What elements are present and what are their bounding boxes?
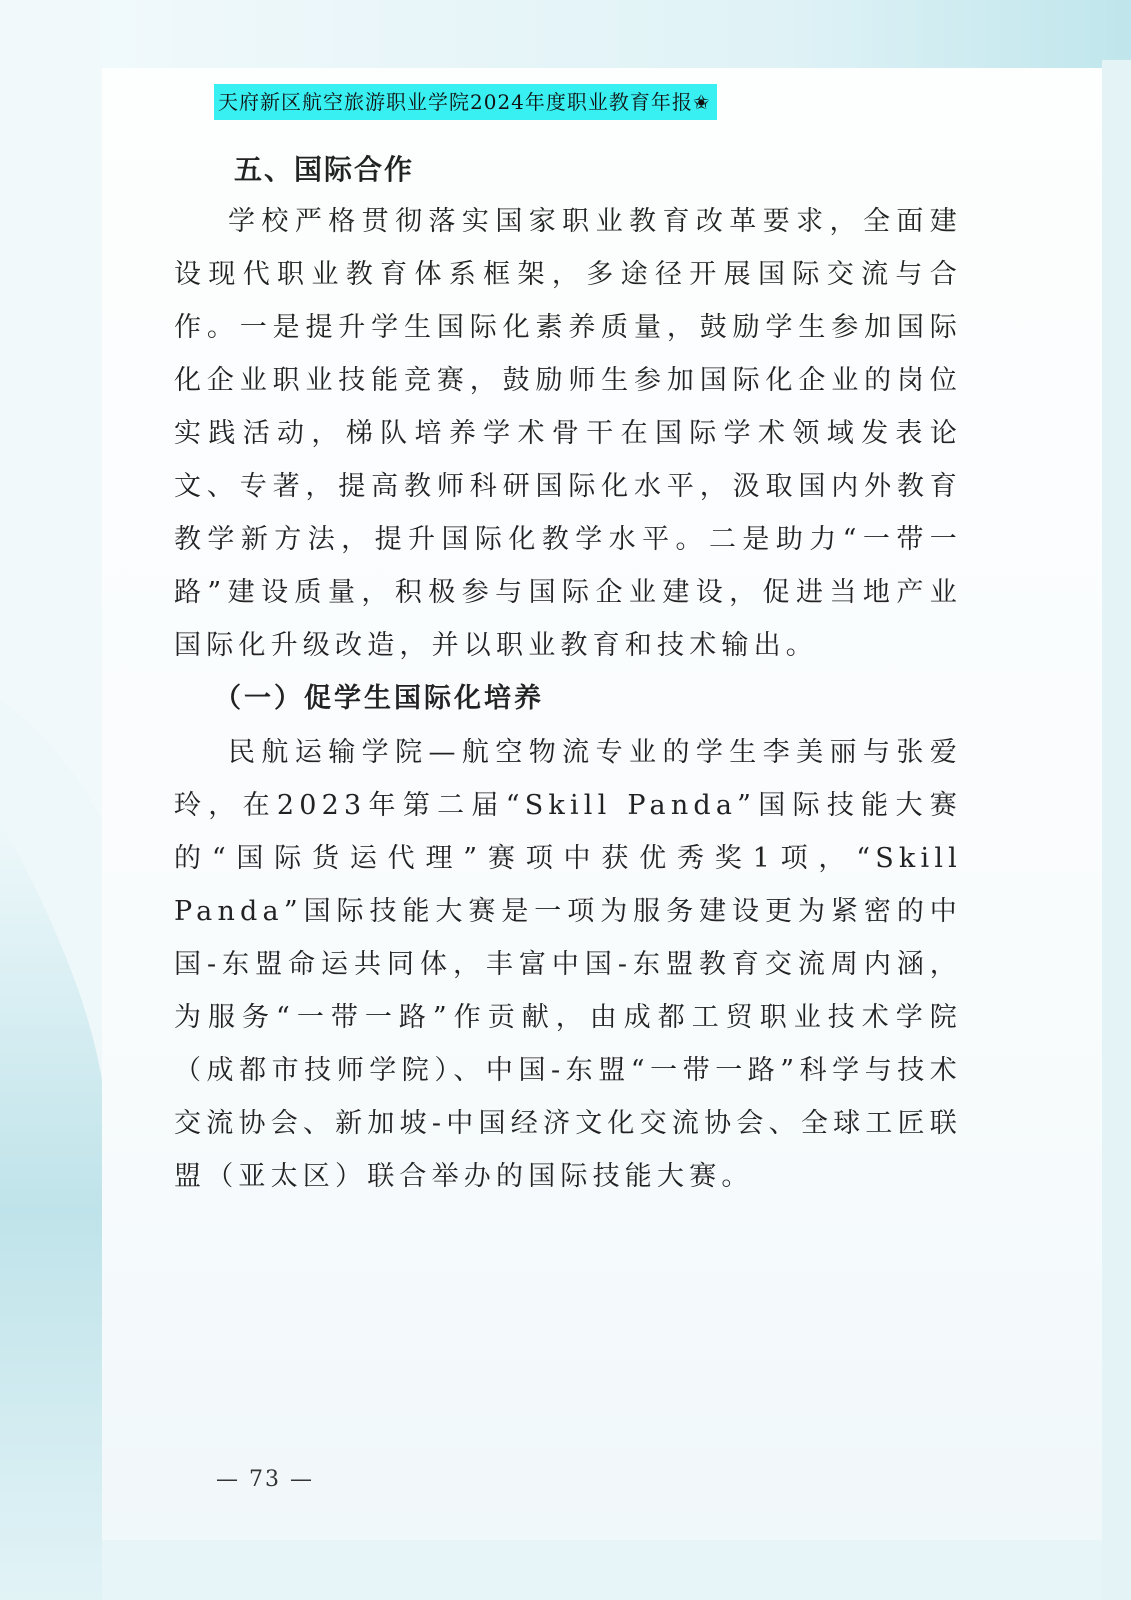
intro-paragraph: 学校严格贯彻落实国家职业教育改革要求，全面建设现代职业教育体系框架，多途径开展国际交流与合作。一是提升学生国际化素养质量，鼓励学生参加国际化企业职业技能竞赛，鼓励师生参加国际化企业的岗位实践活动，梯队培养学术骨干在国际学术领域发表论文、专著，提高教师科研国际化水平，汲取国内外教育教学新方法，提升国际化教学水平。二是助力“一带一路”建设质量，积极参与国际企业建设，促进当地产业国际化升级改造，并以职业教育和技术输出。 xyxy=(174,206,962,661)
page-number: — 73 — xyxy=(216,1467,314,1492)
document-header-title: 天府新区航空旅游职业学院2024年度职业教育年报 xyxy=(218,90,693,114)
body-paragraph: 民航运输学院—航空物流专业的学生李美丽与张爱玲，在2023年第二届“Skill Panda”国际技能大赛的“国际货运代理”赛项中获优秀奖1项，“Skill Panda”国际技能大赛是一项为服务建设更为紧密的中国-东盟命运共同体，丰富中国-东盟教育交流周内涵，为服务“一带一路”作贡献，由成都工贸职业技术学院（成都市技师学院）、中国-东盟“一带一路”科学与技术交流协会、新加坡-中国经济文化交流协会、全球工匠联盟（亚太区）联合举办的国际技能大赛。 xyxy=(174,737,962,1192)
subsection-heading: （一）促学生国际化培养 xyxy=(214,683,544,714)
star-icon: ✬ xyxy=(692,90,711,114)
section-heading: 五、国际合作 xyxy=(234,153,415,186)
document-body xyxy=(174,145,962,1203)
document-header xyxy=(214,84,717,120)
